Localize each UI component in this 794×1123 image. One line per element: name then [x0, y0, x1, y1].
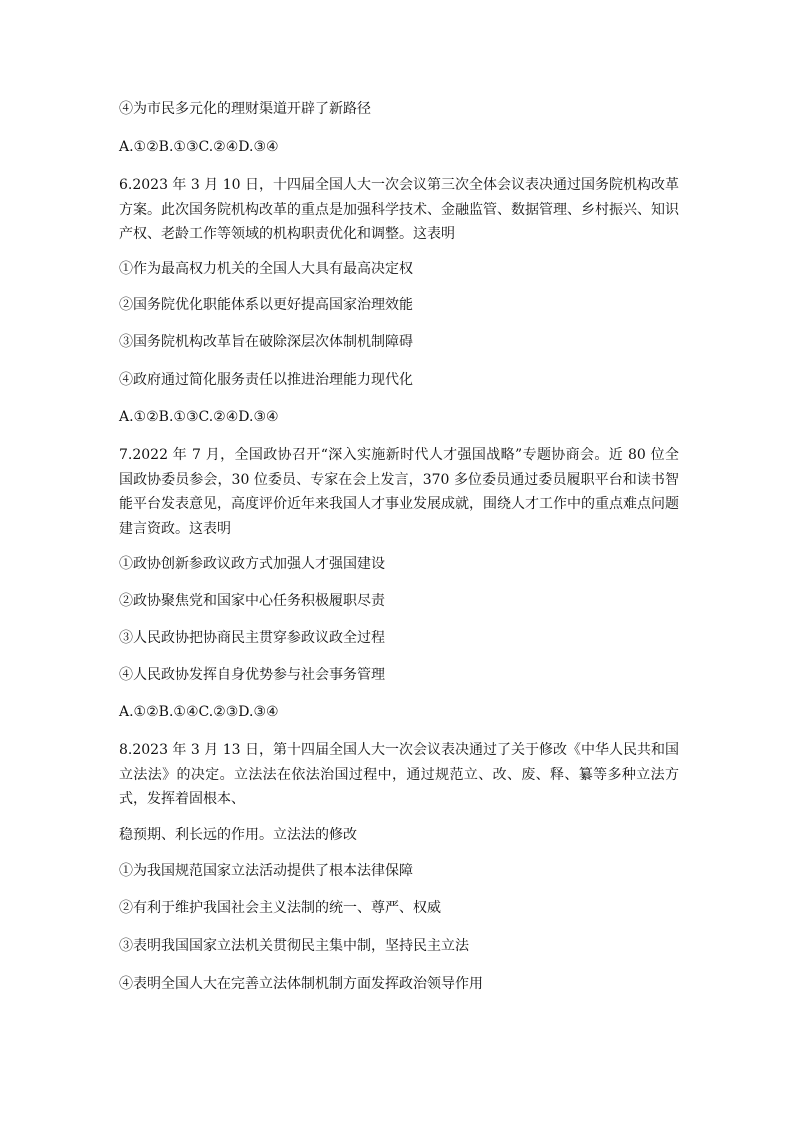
question-7-option-4: ④人民政协发挥自身优势参与社会事务管理	[119, 667, 385, 683]
question-8-option-2: ②有利于维护我国社会主义法制的统一、尊严、权威	[119, 900, 441, 916]
option-4-prev-question: ④为市民多元化的理财渠道开辟了新路径	[119, 101, 371, 117]
question-6-option-2: ②国务院优化职能体系以更好提高国家治理效能	[119, 297, 413, 313]
question-6-option-3: ③国务院机构改革旨在破除深层次体制机制障碍	[119, 334, 413, 350]
question-7-option-1: ①政协创新参政议政方式加强人才强国建设	[119, 556, 385, 572]
question-7-option-3: ③人民政协把协商民主贯穿参政议政全过程	[119, 630, 385, 646]
question-6-choices: A.①②B.①③C.②④D.③④	[119, 409, 279, 425]
question-6-option-1: ①作为最高权力机关的全国人大具有最高决定权	[119, 261, 413, 277]
question-7-choices: A.①②B.①④C.②③D.③④	[119, 704, 279, 720]
question-7-option-2: ②政协聚焦党和国家中心任务积极履职尽责	[119, 593, 385, 609]
question-6-stem: 6.2023 年 3 月 10 日，十四届全国人大一次会议第三次全体会议表决通过国务院机构改革方案。此次国务院机构改革的重点是加强科学技术、金融监管、数据管理、乡村振兴、知识产权、老龄工作等领域的机构职责优化和调整。这表明	[119, 177, 679, 242]
question-8-stem: 8.2023 年 3 月 13 日，第十四届全国人大一次会议表决通过了关于修改《中华人民共和国立法法》的决定。立法法在依法治国过程中，通过规范立、改、废、释、纂等多种立法方式，发挥着固根本、	[119, 742, 679, 807]
choices-prev-question: A.①②B.①③C.②④D.③④	[119, 139, 279, 155]
question-8-option-1: ①为我国规范国家立法活动提供了根本法律保障	[119, 863, 413, 879]
question-8-stem-continued: 稳预期、利长远的作用。立法法的修改	[119, 827, 357, 843]
question-8-option-3: ③表明我国国家立法机关贯彻民主集中制，坚持民主立法	[119, 938, 469, 954]
question-8-option-4: ④表明全国人大在完善立法体制机制方面发挥政治领导作用	[119, 976, 483, 992]
question-7-stem: 7.2022 年 7 月，全国政协召开“深入实施新时代人才强国战略”专题协商会。近 80 位全国政协委员参会，30 位委员、专家在会上发言，370 多位委员通过委员履职平台和读书智能平台发表意见，高度评价近年来我国人才事业发展成就，围绕人才工作中的重点难点问题建言资政。这表明	[119, 447, 679, 537]
question-6-option-4: ④政府通过简化服务责任以推进治理能力现代化	[119, 372, 413, 388]
